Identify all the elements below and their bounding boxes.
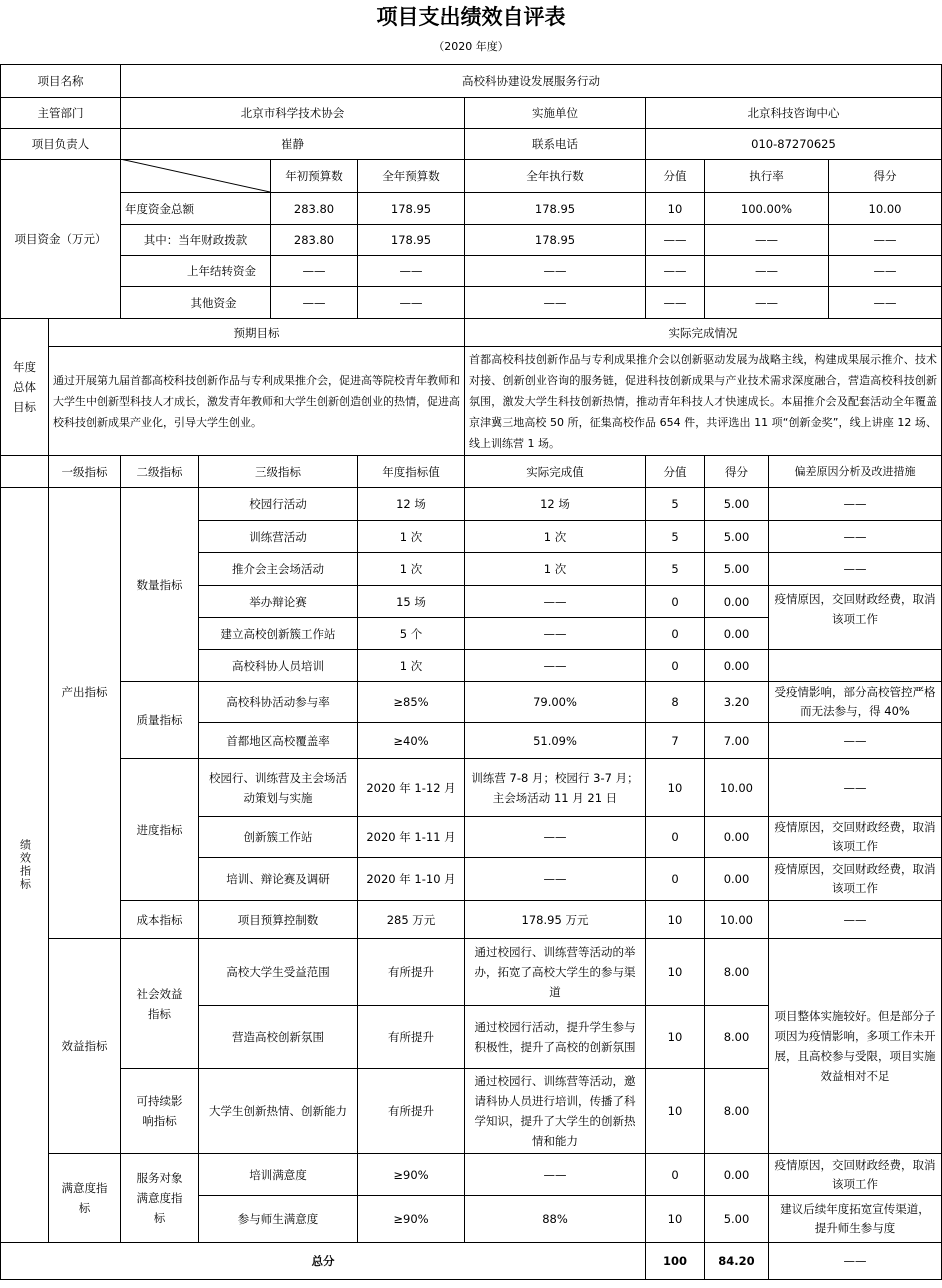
indicator-weight: 0 [645,585,705,618]
funds-cell: —— [464,255,646,287]
dept-value: 北京市科学技术协会 [120,97,465,129]
indicator-score: 5.00 [704,520,769,553]
indicator-name: 创新簇工作站 [198,816,358,858]
funds-cell: 178.95 [357,224,465,256]
indicator-header: 年度指标值 [357,455,465,488]
remark-cell: 疫情原因，交回财政经费，取消该项工作 [768,585,942,650]
funds-header: 全年执行数 [464,159,646,193]
indicator-header-blank [0,455,49,488]
indicator-header: 二级指标 [120,455,199,488]
remark-cell: 疫情原因，交回财政经费，取消该项工作 [768,857,942,901]
funds-cell: —— [645,286,705,319]
funds-row-name: 其中：当年财政拨款 [120,224,271,256]
indicator-score: 0.00 [704,585,769,618]
indicator-name: 培训满意度 [198,1153,358,1196]
expected-goal-text: 通过开展第九届首都高校科技创新作品与专利成果推介会，促进高等院校青年教师和大学生中创新型科技人才成长，激发青年教师和大学生创新创造创业的热情，促进高校科技创新成果产业化，引导大学生创业。 [48,346,465,456]
total-remark: —— [768,1242,942,1280]
funds-cell: —— [704,286,829,319]
indicator-actual: —— [464,1153,646,1196]
indicator-target: 285 万元 [357,900,465,939]
indicator-name: 参与师生满意度 [198,1195,358,1243]
indicator-weight: 0 [645,857,705,901]
indicator-actual: —— [464,857,646,901]
indicator-weight: 5 [645,487,705,521]
funds-cell: 283.80 [270,192,358,225]
funds-cell: 178.95 [464,224,646,256]
indicator-actual: 12 场 [464,487,646,521]
impl-value: 北京科技咨询中心 [645,97,942,129]
indicator-weight: 0 [645,617,705,650]
indicator-name: 建立高校创新簇工作站 [198,617,358,650]
funds-cell: 100.00% [704,192,829,225]
remark-cell: 建议后续年度拓宽宣传渠道，提升师生参与度 [768,1195,942,1243]
funds-row-name: 其他资金 [120,286,271,319]
indicator-score: 8.00 [704,1068,769,1154]
funds-cell: 10 [645,192,705,225]
level2-service-satisfaction: 服务对象满意度指标 [120,1153,199,1243]
indicator-score: 0.00 [704,649,769,682]
indicator-name: 首都地区高校覆盖率 [198,722,358,759]
indicator-header: 得分 [704,455,769,488]
indicator-score: 0.00 [704,816,769,858]
project-name-label: 项目名称 [0,64,121,98]
indicator-name: 培训、辩论赛及调研 [198,857,358,901]
page-title: 项目支出绩效自评表 [376,4,566,29]
indicator-actual: 通过校园行活动，提升学生参与积极性，提升了高校的创新氛围 [464,1005,646,1069]
goals-label: 年度总体目标 [0,318,49,456]
indicator-weight: 7 [645,722,705,759]
indicator-target: ≥40% [357,722,465,759]
phone-label: 联系电话 [464,128,646,160]
remark-cell: 项目整体实施较好。但是部分子项因为疫情影响，多项工作未开展，且高校参与受限，项目实施效益相对不足 [768,938,942,1154]
indicator-name: 大学生创新热情、创新能力 [198,1068,358,1154]
funds-cell: —— [828,255,942,287]
indicator-score: 5.00 [704,487,769,521]
indicator-header: 三级指标 [198,455,358,488]
indicator-weight: 10 [645,758,705,817]
owner-value: 崔静 [120,128,465,160]
indicator-target: 有所提升 [357,1068,465,1154]
indicator-score: 5.00 [704,1195,769,1243]
indicator-target: ≥85% [357,681,465,723]
indicator-actual: 79.00% [464,681,646,723]
indicator-header: 偏差原因分析及改进措施 [768,455,942,488]
level1-benefit: 效益指标 [48,938,121,1154]
indicator-score: 7.00 [704,722,769,759]
funds-cell: —— [357,286,465,319]
indicator-target: 2020 年 1-10 月 [357,857,465,901]
indicator-target: ≥90% [357,1195,465,1243]
funds-cell: —— [645,255,705,287]
indicator-actual: —— [464,816,646,858]
indicator-score: 10.00 [704,758,769,817]
funds-cell: 178.95 [464,192,646,225]
funds-cell: —— [270,255,358,287]
funds-diagonal-header [120,159,271,193]
remark-cell: —— [768,552,942,586]
funds-header: 全年预算数 [357,159,465,193]
total-weight: 100 [645,1242,705,1280]
indicator-weight: 0 [645,649,705,682]
indicator-actual: —— [464,617,646,650]
funds-cell: 10.00 [828,192,942,225]
indicator-target: 1 次 [357,552,465,586]
indicator-name: 高校科协活动参与率 [198,681,358,723]
level2-cost: 成本指标 [120,900,199,939]
remark-cell: 疫情原因，交回财政经费，取消该项工作 [768,816,942,858]
dept-label: 主管部门 [0,97,121,129]
indicator-target: 2020 年 1-12 月 [357,758,465,817]
indicator-actual: 88% [464,1195,646,1243]
funds-header: 分值 [645,159,705,193]
remark-cell: —— [768,900,942,939]
funds-cell: —— [270,286,358,319]
level2-social: 社会效益指标 [120,938,199,1069]
funds-row-name: 上年结转资金 [120,255,271,287]
remark-blank [768,649,942,682]
indicator-score: 0.00 [704,617,769,650]
indicator-weight: 8 [645,681,705,723]
funds-cell: —— [828,286,942,319]
expected-goal-header: 预期目标 [48,318,465,347]
indicator-name: 校园行、训练营及主会场活动策划与实施 [198,758,358,817]
indicator-actual: 训练营 7-8 月；校园行 3-7 月；主会场活动 11 月 21 日 [464,758,646,817]
owner-label: 项目负责人 [0,128,121,160]
indicator-name: 项目预算控制数 [198,900,358,939]
indicator-target: 有所提升 [357,1005,465,1069]
indicator-target: 1 次 [357,520,465,553]
funds-row-name: 年度资金总额 [120,192,271,225]
indicator-target: 有所提升 [357,938,465,1006]
phone-value: 010-87270625 [645,128,942,160]
indicator-header: 一级指标 [48,455,121,488]
indicator-weight: 10 [645,1068,705,1154]
funds-cell: 178.95 [357,192,465,225]
indicator-actual: 1 次 [464,552,646,586]
total-label: 总分 [0,1242,646,1280]
indicator-actual: 通过校园行、训练营等活动的举办，拓宽了高校大学生的参与渠道 [464,938,646,1006]
indicator-weight: 10 [645,1005,705,1069]
indicator-actual: —— [464,649,646,682]
funds-cell: —— [704,255,829,287]
indicator-header: 分值 [645,455,705,488]
indicator-score: 10.00 [704,900,769,939]
actual-goal-text: 首都高校科技创新作品与专利成果推介会以创新驱动发展为战略主线，构建成果展示推介、技术对接、创新创业咨询的服务链，促进科技创新成果与产业技术需求深度融合，营造高校科技创新氛围，激发大学生科技创新热情，推动青年科技人才快速成长。本届推介会及配套活动全年覆盖京津冀三地高校 50 所，征集高校作品 654 件，共评选出 11 项“创新金奖”，线上讲座 12 场、线上训练营 1 场。 [464,346,942,456]
indicator-weight: 0 [645,1153,705,1196]
indicator-header: 实际完成值 [464,455,646,488]
indicator-score: 8.00 [704,938,769,1006]
remark-cell: —— [768,722,942,759]
indicator-actual: 51.09% [464,722,646,759]
indicator-weight: 0 [645,816,705,858]
indicator-weight: 10 [645,938,705,1006]
indicator-target: 12 场 [357,487,465,521]
funds-cell: —— [704,224,829,256]
indicator-target: 1 次 [357,649,465,682]
indicator-actual: —— [464,585,646,618]
funds-cell: —— [645,224,705,256]
indicator-target: 5 个 [357,617,465,650]
indicator-name: 营造高校创新氛围 [198,1005,358,1069]
indicator-score: 5.00 [704,552,769,586]
performance-section-text: 绩效指标 [18,839,32,891]
indicator-weight: 5 [645,552,705,586]
indicator-actual: 通过校园行、训练营等活动，邀请科协人员进行培训，传播了科学知识，提升了大学生的创新热情和能力 [464,1068,646,1154]
indicator-weight: 5 [645,520,705,553]
indicator-target: ≥90% [357,1153,465,1196]
indicator-score: 0.00 [704,1153,769,1196]
indicator-name: 校园行活动 [198,487,358,521]
remark-cell: —— [768,520,942,553]
indicator-name: 训练营活动 [198,520,358,553]
funds-cell: —— [357,255,465,287]
indicator-weight: 10 [645,1195,705,1243]
actual-goal-header: 实际完成情况 [464,318,942,347]
performance-section-label [0,487,49,1243]
level1-satisfaction: 满意度指标 [48,1153,121,1243]
indicator-score: 3.20 [704,681,769,723]
indicator-name: 举办辩论赛 [198,585,358,618]
funds-header: 年初预算数 [270,159,358,193]
remark-cell: —— [768,758,942,817]
indicator-score: 8.00 [704,1005,769,1069]
indicator-name: 推介会主会场活动 [198,552,358,586]
indicator-actual: 1 次 [464,520,646,553]
level2-quantity: 数量指标 [120,487,199,682]
level1-output: 产出指标 [48,487,121,939]
indicator-name: 高校科协人员培训 [198,649,358,682]
indicator-weight: 10 [645,900,705,939]
level2-progress: 进度指标 [120,758,199,901]
remark-cell: 疫情原因，交回财政经费，取消该项工作 [768,1153,942,1196]
funds-header: 得分 [828,159,942,193]
impl-label: 实施单位 [464,97,646,129]
funds-cell: —— [828,224,942,256]
page-subtitle: （2020 年度） [433,40,509,53]
indicator-name: 高校大学生受益范围 [198,938,358,1006]
project-name-value: 高校科协建设发展服务行动 [120,64,942,98]
level2-quality: 质量指标 [120,681,199,759]
indicator-target: 15 场 [357,585,465,618]
funds-label: 项目资金（万元） [0,159,121,319]
funds-cell: 283.80 [270,224,358,256]
remark-cell: 受疫情影响，部分高校管控严格而无法参与，得 40% [768,681,942,723]
total-score: 84.20 [704,1242,769,1280]
remark-cell: —— [768,487,942,521]
indicator-actual: 178.95 万元 [464,900,646,939]
indicator-target: 2020 年 1-11 月 [357,816,465,858]
funds-cell: —— [464,286,646,319]
level2-sustainable: 可持续影响指标 [120,1068,199,1154]
funds-header: 执行率 [704,159,829,193]
indicator-score: 0.00 [704,857,769,901]
